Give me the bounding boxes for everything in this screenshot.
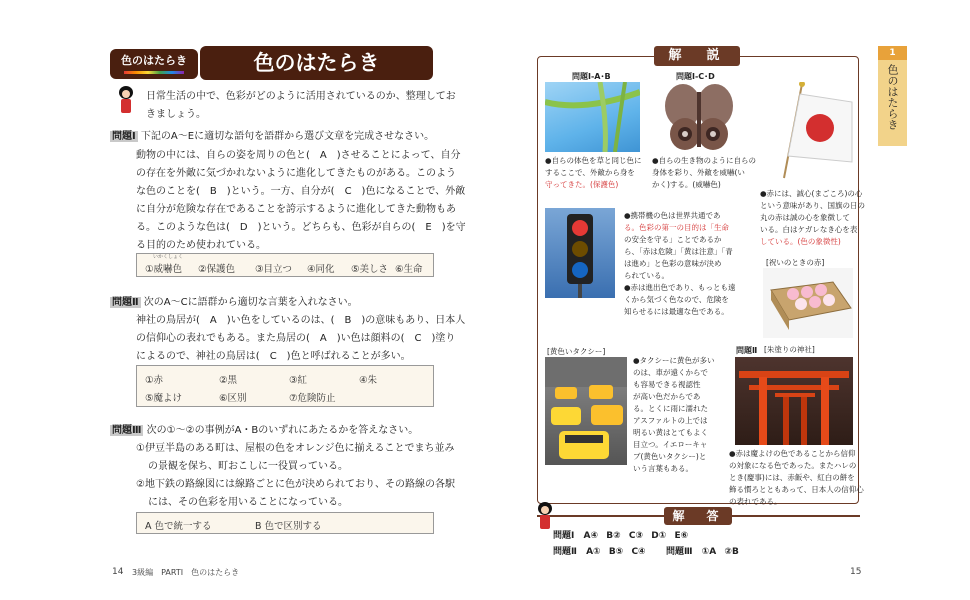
q2-choice: ①赤 — [145, 375, 164, 386]
caption-line: いる。白はケガレなき心を表 — [760, 225, 858, 234]
head-q1ab: 問題Ⅰ-A･B — [572, 72, 611, 81]
caption-grass — [545, 155, 642, 191]
answer-item: B② — [606, 531, 621, 541]
caption-line: る。色彩の第一の目的は「生命 — [624, 223, 729, 232]
celebration-box-photo — [763, 268, 853, 338]
caption-line: 身体を彩り、外敵を威嚇(い — [652, 168, 745, 177]
head-q1cd: 問題Ⅰ-C･D — [676, 72, 715, 81]
caption-line: のは、車が遠くからで — [633, 368, 708, 377]
answer-row-q1 — [553, 528, 688, 541]
caption-line: とき(慶事)には、赤飯や、紅白の餅を — [729, 473, 855, 482]
chapter-number: 1 — [878, 46, 907, 60]
answer-row-label: 問題Ⅲ — [666, 547, 693, 557]
caption-line: ●自らの体色を草と同じ色に — [545, 156, 642, 165]
caption-line: 飾る慣ろとともあって、日本人の信仰心 — [729, 485, 864, 494]
caption-line: 明るい黄はとてもよく — [633, 428, 708, 437]
answer-item: ①A — [701, 547, 717, 557]
caption-line: の表れである。 — [729, 497, 782, 506]
celebration-box-illustration — [763, 268, 853, 338]
chapter-side-tab[interactable] — [878, 46, 907, 146]
answer-item: A① — [586, 547, 601, 557]
left-page-number: 14 — [112, 567, 124, 577]
q1-line-6: る目的のため使われている。 — [136, 240, 266, 251]
caption-moth — [652, 155, 756, 191]
q2-choice: ⑦危険防止 — [289, 393, 336, 404]
q2-line-3: によるので、神社の鳥居は( C )色と呼ばれることが多い。 — [136, 351, 411, 362]
flag-photo — [772, 82, 854, 182]
caption-line: という意味があり、国旗の日の — [760, 201, 865, 210]
ruby-ikakushoku: いかくしょく — [153, 254, 184, 260]
caption-line: 目立つ。イエローキャ — [633, 440, 708, 449]
traffic-light-photo — [545, 208, 615, 298]
caption-line: ら、「赤は危険」「黄は注意」「青 — [624, 247, 733, 256]
caption-line: している。(色の象徴性) — [760, 237, 841, 246]
head-q2: 問題Ⅱ — [736, 346, 758, 355]
q1-prompt-text: 下記のA～Eに適切な語句を語群から選び文章を完成させなさい。 — [140, 131, 435, 142]
section-tag — [110, 49, 198, 79]
explanation-title: 解 説 — [654, 46, 740, 66]
page-title: 色のはたらき — [200, 46, 433, 80]
caption-line: ●タクシーに黄色が多い — [633, 356, 715, 365]
caption-line: ●自らの生き物のように自らの — [652, 156, 757, 165]
q3-prompt-text: 次の①～②の事例がA・Bのいずれにあたるかを答えなさい。 — [146, 425, 419, 436]
intro-line-2: きましょう。 — [146, 109, 206, 120]
answer-item: ②B — [724, 547, 739, 557]
caption-line: も容易できる視認性 — [633, 380, 701, 389]
q3-choice: B 色で区別する — [255, 521, 322, 532]
label-torii: [朱塗りの神社] — [764, 345, 815, 354]
q1-choice: ③目立つ — [255, 264, 293, 275]
label-taxi: [黄色いタクシー] — [547, 347, 606, 356]
answer-row-label: 問題Ⅱ — [553, 547, 577, 557]
intro-line-1: 日常生活の中で、色彩がどのように活用されているのか、整理してお — [146, 91, 456, 102]
caption-line: られている。 — [624, 271, 669, 280]
caption-line: ●赤は魔よけの色であることから信仰 — [729, 449, 856, 458]
caption-line: いう言葉もある。 — [633, 464, 693, 473]
caption-signal — [624, 210, 736, 318]
q2-line-1: 神社の鳥居が( A )い色をしているのは、( B )の意味もあり、日本人 — [136, 315, 466, 326]
q1-choice: ②保護色 — [198, 264, 236, 275]
q1-line-4: に自分が危険な存在であることを誇示するように進化してきた動物もあ — [136, 204, 456, 215]
label-peach: [祝いのときの赤] — [766, 258, 825, 267]
q3-label: 問題Ⅲ — [112, 425, 142, 436]
caption-taxi — [633, 355, 715, 475]
caption-line: くから気づく色なので、危険を — [624, 295, 729, 304]
q3-choice: A 色で統一する — [145, 521, 212, 532]
q1-line-5: る。このような色は( D )という。どちらも、色彩が自らの( E )を守 — [136, 222, 466, 233]
q3-line-3: ②地下鉄の路線図には線路ごとに色が決められており、その路線の各駅 — [136, 479, 455, 490]
q1-choice: ④同化 — [307, 264, 335, 275]
left-footer-text: 3級編 PARTⅠ 色のはたらき — [132, 568, 240, 577]
torii-illustration — [735, 357, 853, 445]
rainbow-stripe — [124, 71, 184, 74]
answer-item: A④ — [583, 531, 599, 541]
caption-line: アスファルトの上では — [633, 416, 708, 425]
taxi-photo — [545, 357, 627, 465]
caption-line: る。とくに雨に濡れた — [633, 404, 708, 413]
q2-choice: ③紅 — [289, 375, 308, 386]
caption-line: ●携帯機の色は世界共通であ — [624, 211, 721, 220]
q2-choice: ④朱 — [359, 375, 378, 386]
q3-line-4: には、その色彩を用いることになっている。 — [148, 497, 348, 508]
caption-line: 知らせるには最適な色である。 — [624, 307, 729, 316]
right-page-number: 15 — [850, 567, 862, 577]
traffic-light-illustration — [545, 208, 615, 298]
taxi-illustration — [545, 357, 627, 465]
q1-choice: ⑥生命 — [395, 264, 423, 275]
q1-choices-box — [136, 253, 434, 277]
section-tag-label: 色のはたらき — [121, 54, 187, 67]
caption-line: が高い色だからであ — [633, 392, 701, 401]
caption-line: は進め」と色彩の意味が決め — [624, 259, 722, 268]
answer-item: C④ — [631, 547, 646, 557]
answer-row-label: 問題Ⅰ — [553, 531, 575, 541]
q2-choices-box — [136, 365, 434, 407]
caption-line: 守ってきた。(保護色) — [545, 180, 619, 189]
answer-item: E⑥ — [674, 531, 689, 541]
caption-line: の安全を守る」ことであるか — [624, 235, 722, 244]
q2-choice: ⑥区別 — [219, 393, 247, 404]
answer-row-q3 — [666, 544, 739, 557]
q2-choice: ⑤魔よけ — [145, 393, 183, 404]
girl-icon — [537, 502, 553, 532]
grass-illustration — [545, 82, 640, 152]
q1-label: 問題Ⅰ — [112, 131, 136, 142]
chapter-label: 色のはたらき — [886, 64, 899, 130]
caption-line: ●赤には、誠心(まごころ)の心 — [760, 189, 863, 198]
q1-choice: ①威嚇色 — [145, 264, 183, 275]
grass-photo — [545, 82, 640, 152]
caption-line: 丸の赤は誠の心を象徴して — [760, 213, 850, 222]
q2-prompt-text: 次のA～Cに語群から適切な言葉を入れなさい。 — [143, 297, 358, 308]
caption-torii — [729, 448, 864, 508]
caption-line: ブ(黄色いタクシー)と — [633, 452, 707, 461]
answer-item: C③ — [628, 531, 644, 541]
moth-illustration — [663, 82, 735, 152]
q2-choice: ②黒 — [219, 375, 238, 386]
caption-line: の対象になる色であった。またハレの — [729, 461, 857, 470]
answer-title: 解 答 — [664, 507, 732, 525]
q1-line-2: の存在を外敵に気づかれないように進化してきたものがある。このよう — [136, 168, 456, 179]
q2-line-2: の信仰心の表れでもある。また鳥居の( A )い色は顔料の( C )塗り — [136, 333, 456, 344]
q1-line-3: な色のことを( B )という。一方、自分が( C )色になることで、外敵 — [136, 186, 466, 197]
caption-line: するここで、外敵から身を — [545, 168, 635, 177]
answer-item: D① — [651, 531, 667, 541]
q1-choice: ⑤美しさ — [351, 264, 389, 275]
torii-photo — [735, 357, 853, 445]
q1-line-1: 動物の中には、自らの姿を周りの色と( A )させることによって、自分 — [136, 150, 461, 161]
caption-line: ●赤は進出色であり、もっとも遠 — [624, 283, 736, 292]
japan-flag-illustration — [772, 82, 854, 182]
moth-photo — [663, 82, 735, 152]
q3-choices-box — [136, 512, 434, 534]
answer-row-q2 — [553, 544, 646, 557]
caption-flag — [760, 188, 865, 248]
q2-label: 問題Ⅱ — [112, 297, 139, 308]
answer-item: B⑤ — [608, 547, 624, 557]
caption-line: かく)する。(威嚇色) — [652, 180, 721, 189]
q3-line-1: ①伊豆半島のある町は、屋根の色をオレンジ色に揃えることでまち並み — [136, 443, 455, 454]
q3-line-2: の景観を保ち、町おこしに一役買っている。 — [148, 461, 348, 472]
girl-icon — [118, 86, 134, 116]
